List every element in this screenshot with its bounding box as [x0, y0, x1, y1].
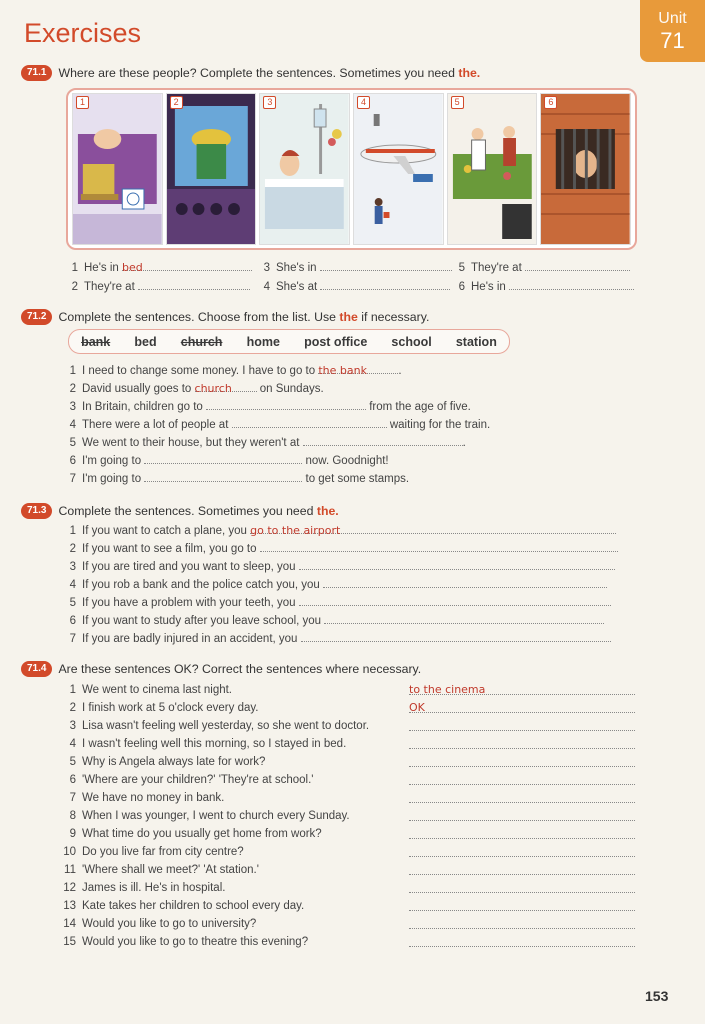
ex4-answer-4 [409, 737, 635, 749]
answer: bed [122, 261, 143, 274]
answer: the bank [318, 364, 367, 377]
page-number: 153 [645, 988, 669, 1004]
ex4-answer-9 [409, 827, 635, 839]
hospital-illustration [260, 94, 349, 244]
ex2-item-4: 4 There were a lot of people at waiting for the train. [69, 419, 491, 431]
picture-cinema [166, 93, 257, 245]
word-station: station [455, 334, 497, 349]
ex4-answer-7 [409, 791, 635, 803]
picture-strip [66, 88, 637, 250]
exercise-71-4-header [21, 660, 421, 678]
ex2-item-1: 1 I need to change some money. I have to go to the bank . [69, 364, 402, 377]
ex4-answer-13 [409, 899, 635, 911]
picture-number: 6 [544, 96, 557, 109]
ex4-item-3: 3 Lisa wasn't feeling well yesterday, so she went to doctor. [69, 720, 370, 732]
word-list [68, 329, 510, 354]
word-post-office: post office [304, 334, 368, 349]
exercise-instruction: Complete the sentences. Choose from the list. Use the if necessary. [58, 310, 430, 324]
ex4-item-6: 6 'Where are your children?' 'They're at school.' [69, 774, 314, 786]
exercise-badge: 71.3 [21, 503, 52, 519]
ex4-answer-11 [409, 863, 635, 875]
answer: church [194, 382, 232, 395]
page-title: Exercises [24, 18, 142, 48]
ex2-item-3: 3 In Britain, children go to from the age of five. [69, 401, 471, 413]
prison-illustration [541, 94, 630, 244]
picture-number: 2 [170, 96, 183, 109]
ex1-item-1: 1 He's in bed [62, 261, 252, 274]
exercise-71-1-header [21, 64, 480, 82]
exercise-instruction: Complete the sentences. Sometimes you need the. [58, 504, 339, 518]
ex4-item-14: 14 Would you like to go to university? [63, 918, 257, 930]
exercise-badge: 71.2 [21, 309, 52, 325]
ex1-item-2: 2 They're at [62, 280, 250, 293]
ex4-answer-10 [409, 845, 635, 857]
exercise-instruction: Are these sentences OK? Correct the sentences where necessary. [58, 662, 422, 676]
ex2-item-5: 5 We went to their house, but they weren't at . [69, 437, 466, 449]
ex4-answer-5 [409, 755, 635, 767]
word-bed: bed [134, 334, 157, 349]
ex3-item-1: 1 If you want to catch a plane, you go to the airport [60, 524, 616, 537]
picture-number: 3 [263, 96, 276, 109]
picture-hospital [259, 93, 350, 245]
exercise-instruction: Where are these people? Complete the sentences. Sometimes you need the. [58, 66, 481, 80]
word-bank: bank [81, 334, 111, 349]
ex3-item-5: 5 If you have a problem with your teeth, you [60, 596, 611, 609]
ex4-item-4: 4 I wasn't feeling well this morning, so I stayed in bed. [69, 738, 347, 750]
ex4-item-5: 5 Why is Angela always late for work? [69, 756, 266, 768]
word-church: church [180, 334, 223, 349]
ex4-item-15: 15 Would you like to go to theatre this evening? [63, 936, 309, 948]
ex1-item-3: 3 She's in [254, 261, 452, 274]
picture-bed [72, 93, 163, 245]
ex4-answer-14 [409, 917, 635, 929]
ex4-answer-12 [409, 881, 635, 893]
picture-airport [353, 93, 444, 245]
exercise-badge: 71.4 [21, 661, 52, 677]
bed-illustration [73, 94, 162, 244]
ex4-answer-2: OK [409, 701, 635, 713]
unit-label: Unit [658, 10, 687, 27]
unit-number: 71 [660, 28, 685, 53]
picture-number: 4 [357, 96, 370, 109]
ex4-item-9: 9 What time do you usually get home from work? [69, 828, 322, 840]
airport-illustration [354, 94, 443, 244]
ex4-answer-6 [409, 773, 635, 785]
ex1-item-5: 5 They're at [449, 261, 630, 274]
exercise-71-2-header [21, 308, 429, 326]
ex3-item-4: 4 If you rob a bank and the police catch you, you [60, 578, 607, 591]
ex4-item-1: 1 We went to cinema last night. [69, 684, 232, 696]
ex4-item-11: 11 'Where shall we meet?' 'At station.' [64, 864, 259, 876]
picture-home [447, 93, 538, 245]
ex4-answer-3 [409, 719, 635, 731]
picture-number: 1 [76, 96, 89, 109]
picture-number: 5 [451, 96, 464, 109]
ex4-item-2: 2 I finish work at 5 o'clock every day. [69, 702, 259, 714]
cinema-illustration [167, 94, 256, 244]
answer: go to the airport [250, 524, 341, 537]
ex3-item-7: 7 If you are badly injured in an accident, you [60, 632, 611, 645]
ex4-answer-15 [409, 935, 635, 947]
ex2-item-6: 6 I'm going to now. Goodnight! [69, 455, 389, 467]
ex1-item-4: 4 She's at [254, 280, 450, 293]
ex4-item-13: 13 Kate takes her children to school every day. [63, 900, 305, 912]
home-illustration [448, 94, 537, 244]
ex4-item-7: 7 We have no money in bank. [69, 792, 225, 804]
ex4-answer-8 [409, 809, 635, 821]
exercise-badge: 71.1 [21, 65, 52, 81]
ex4-item-12: 12 James is ill. He's in hospital. [63, 882, 226, 894]
word-school: school [391, 334, 432, 349]
ex3-item-3: 3 If you are tired and you want to sleep, you [60, 560, 615, 573]
ex4-item-10: 10 Do you live far from city centre? [63, 846, 244, 858]
ex2-item-2: 2 David usually goes to church on Sundays. [69, 382, 324, 395]
ex4-item-8: 8 When I was younger, I went to church every Sunday. [69, 810, 350, 822]
picture-prison [540, 93, 631, 245]
word-home: home [246, 334, 280, 349]
exercise-71-3-header [21, 502, 339, 520]
ex1-item-6: 6 He's in [449, 280, 634, 293]
unit-tab [640, 0, 705, 62]
ex3-item-2: 2 If you want to see a film, you go to [60, 542, 618, 555]
ex3-item-6: 6 If you want to study after you leave school, you [60, 614, 604, 627]
ex4-answer-1: to the cinema [409, 683, 635, 695]
ex2-item-7: 7 I'm going to to get some stamps. [69, 473, 410, 485]
